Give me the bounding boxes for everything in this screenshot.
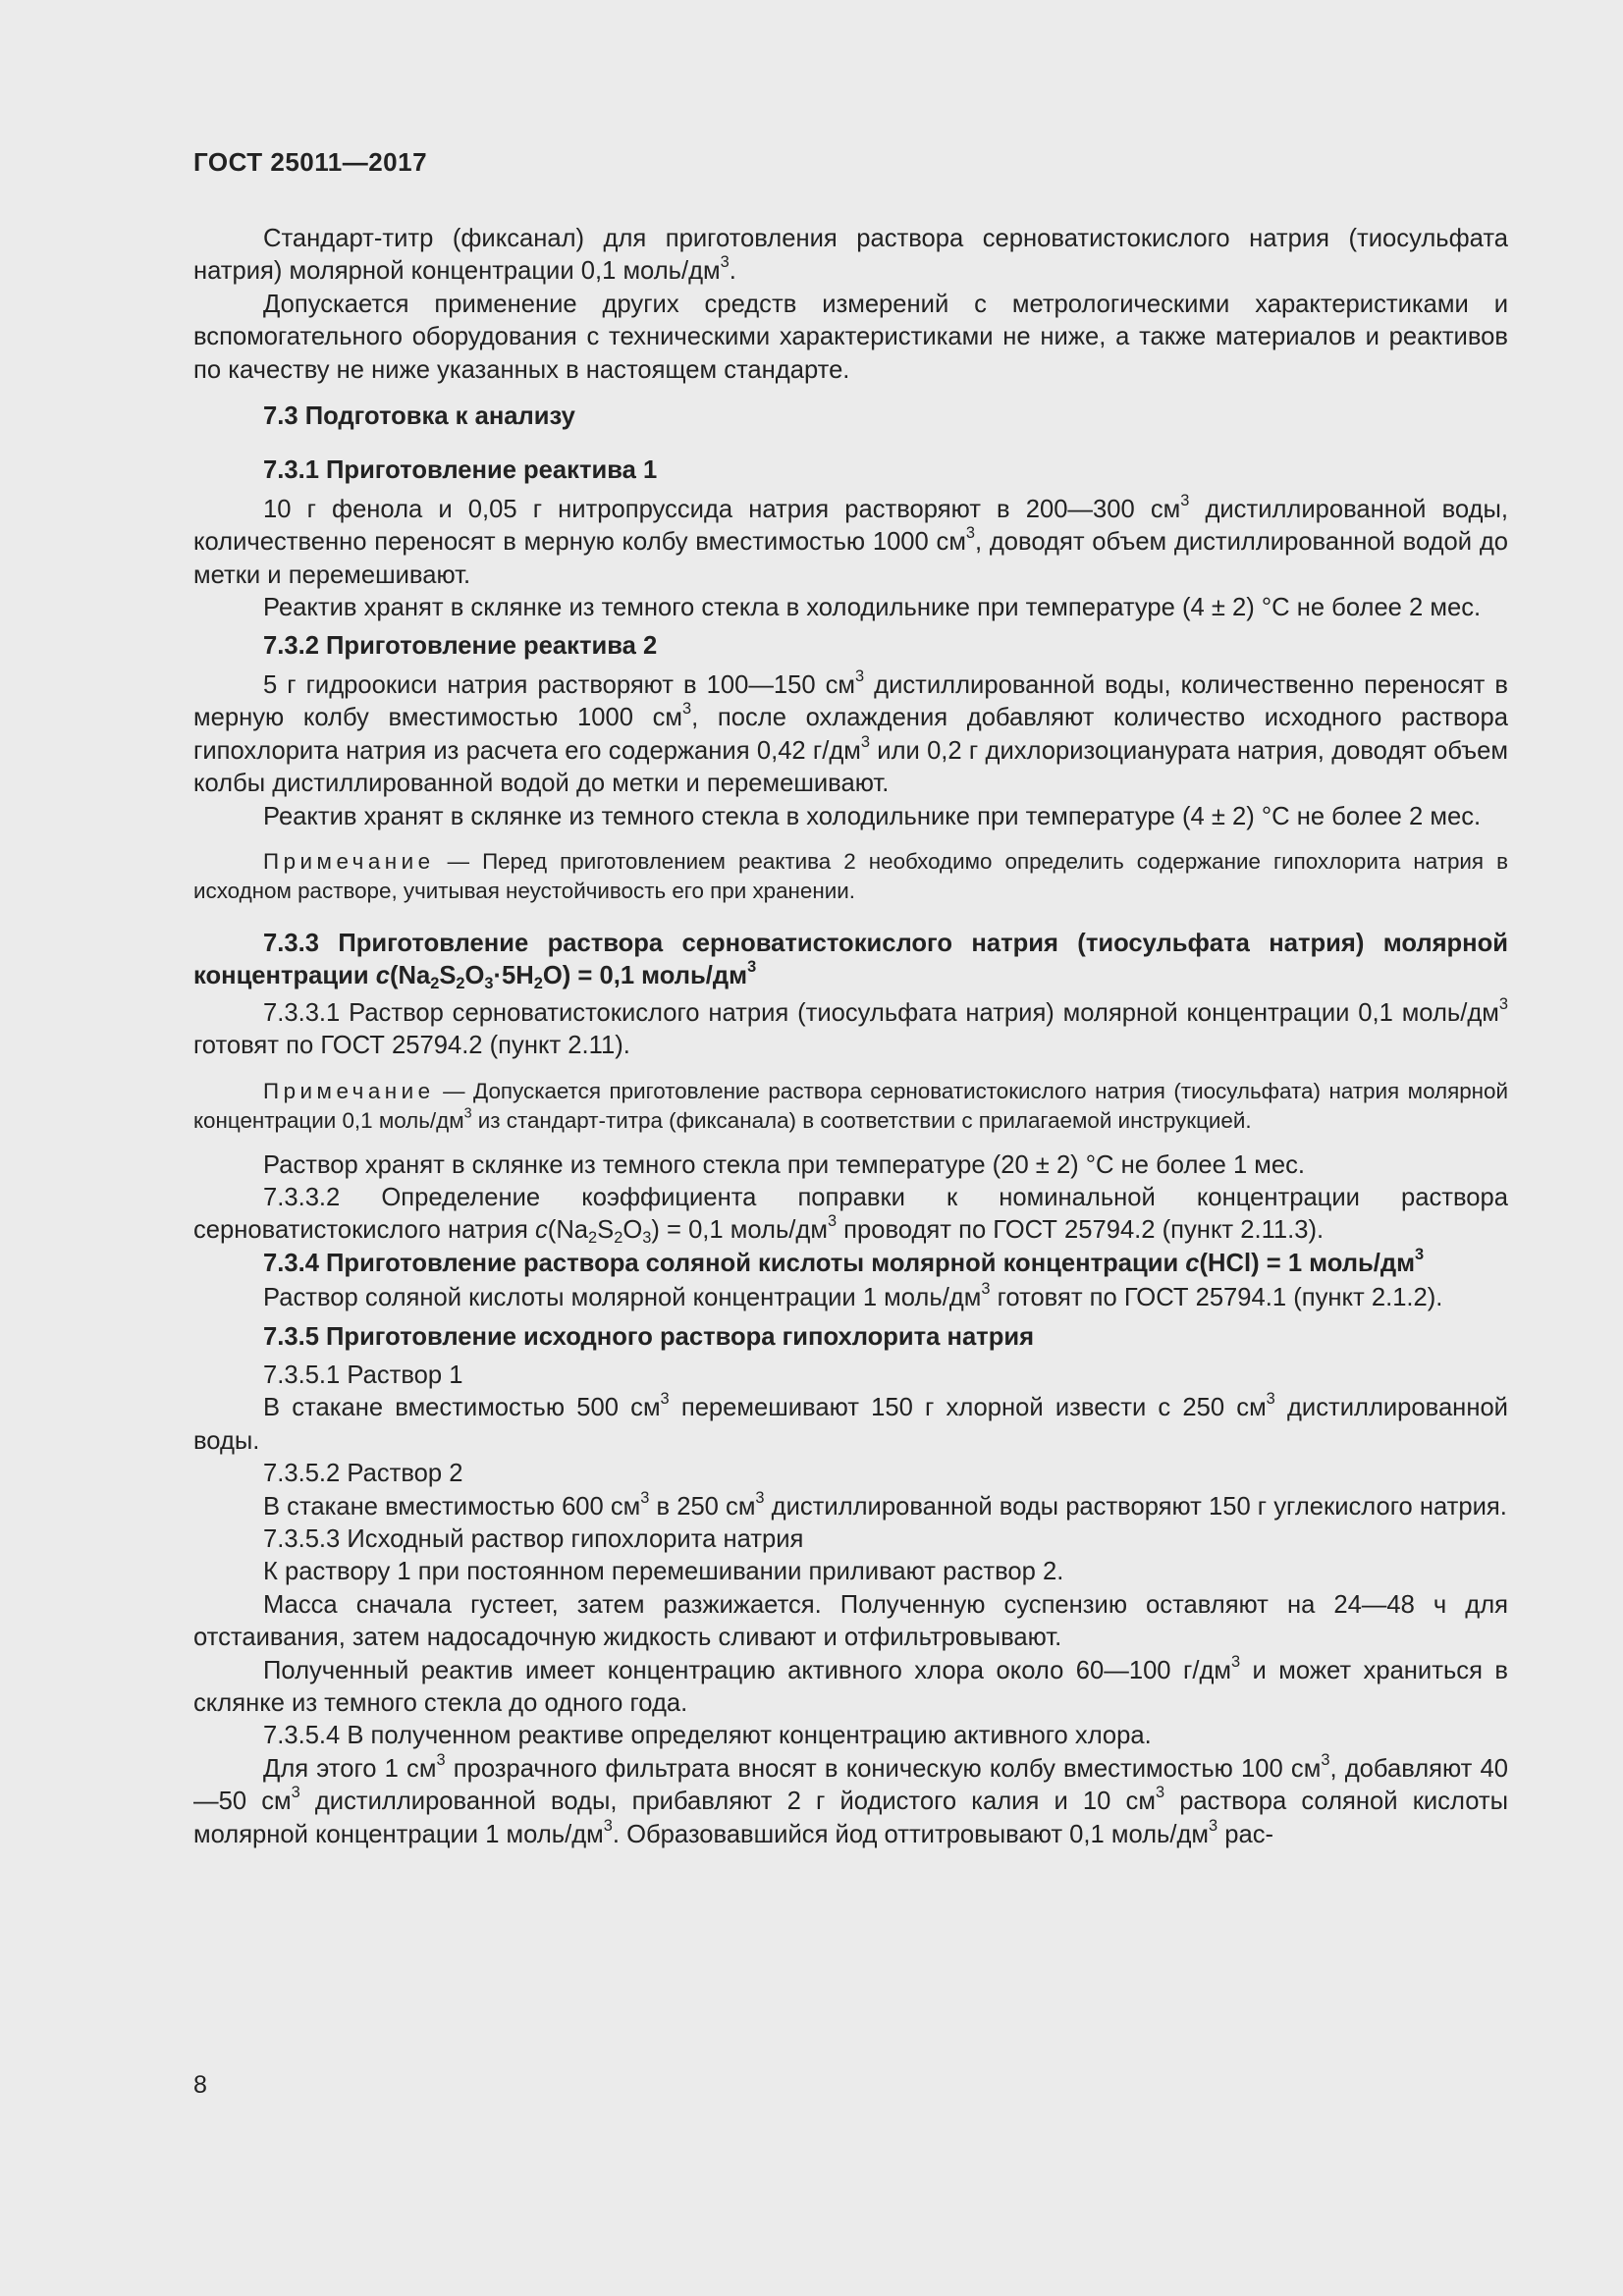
paragraph: 7.3.5.3 Исходный раствор гипохлорита натрия [263,1525,804,1553]
paragraph: Реактив хранят в склянке из темного стекла в холодильнике при температуре (4 ± 2) °С не более 2 мес. [263,802,1482,830]
section-heading: 7.3.4 Приготовление раствора соляной кислоты молярной концентрации c(HCl) = 1 моль/$дм^3$ [263,1245,1425,1277]
paragraph: В стакане вместимостью 500 $см^3$ перемешивают 150 г хлорной извести с 250 $см^3$ дистиллированной воды. [193,1390,1508,1455]
paragraph: 7.3.3.1 Раствор серноватистокислого натрия (тиосульфата натрия) молярной концентрации 0,1 моль/$дм^3$ готовят по ГОСТ 25794.2 (пункт 2.11). [193,994,1508,1060]
paragraph: 7.3.5.4 В полученном реактиве определяют концентрацию активного хлора. [263,1722,1152,1750]
paragraph: 7.3.5.2 Раствор 2 [263,1460,463,1488]
document-header: ГОСТ 25011—2017 [193,147,428,177]
paragraph: Стандарт-титр (фиксанал) для приготовления раствора серноватистокислого натрия (тиосульфата натрия) молярной концентрации 0,1 моль/$дм^3$. [193,225,1508,286]
document-body [193,223,1508,1851]
paragraph: 5 г гидроокиси натрия растворяют в 100—150 $см^3$ дистиллированной воды, количественно переносят в мерную колбу вместимостью 1000 $см^3$, после охлаждения добавляют количество исходного раствора гипохлорита натрия из расчета его содержания 0,42 $г/дм^3$ или 0,2 г дихлоризоцианурата натрия, доводят объем колбы дистиллированной водой до метки и перемешивают. [193,667,1509,798]
paragraph: Полученный реактив имеет концентрацию активного хлора около 60—100 $г/дм^3$ и может храниться в склянке из темного стекла до одного года. [193,1652,1508,1718]
section-heading: 7.3.2 Приготовление реактива 2 [263,632,658,661]
paragraph: К раствору 1 при постоянном перемешивании приливают раствор 2. [263,1558,1064,1586]
page-number: 8 [193,2071,207,2099]
note: Примечание — Перед приготовлением реактива 2 необходимо определить содержание гипохлорита натрия в исходном растворе, учитывая неустойчивость его при хранении. [193,848,1508,903]
paragraph: 7.3.3.2 Определение коэффициента поправки к номинальной концентрации раствора серноватистокислого натрия $c(Na_2S_2O_3) = 0,1$ моль/$дм^3$ проводят по ГОСТ 25794.2 (пункт 2.11.3). [193,1183,1508,1248]
paragraph: Масса сначала густеет, затем разжижается. Полученную суспензию оставляют на 24—48 ч для отстаивания, затем надосадочную жидкость сливают и отфильтровывают. [193,1590,1508,1652]
paragraph: Для этого 1 $см^3$ прозрачного фильтрата вносят в коническую колбу вместимостью 100 $см^3$, добавляют 40—50 $см^3$ дистиллированной воды, прибавляют 2 г йодистого калия и 10 $см^3$ раствора соляной кислоты молярной концентрации 1 моль/$дм^3$. Образовавшийся йод оттитровывают 0,1 моль/$дм^3$ рас- [193,1751,1509,1848]
section-heading: 7.3 Подготовка к анализу [263,402,575,431]
paragraph: 10 г фенола и 0,05 г нитропруссида натрия растворяют в 200—300 $см^3$ дистиллированной воды, количественно переносят в мерную колбу вместимостью 1000 $см^3$, доводят объем дистиллированной водой до метки и перемешивают. [193,492,1508,589]
section-heading: 7.3.1 Приготовление реактива 1 [263,456,658,485]
paragraph: В стакане вместимостью 600 $см^3$ в 250 $см^3$ дистиллированной воды растворяют 150 г углекислого натрия. [263,1488,1507,1521]
paragraph: Допускается применение других средств измерений с метрологическими характеристиками и вспомогательного оборудования с техническими характеристиками не ниже, а также материалов и реактивов по качеству не ниже указанных в настоящем стандарте. [193,290,1508,384]
section-heading: 7.3.5 Приготовление исходного раствора гипохлорита натрия [263,1322,1035,1351]
paragraph: Реактив хранят в склянке из темного стекла в холодильнике при температуре (4 ± 2) °С не более 2 мес. [263,594,1482,622]
note: Примечание — Допускается приготовление раствора серноватистокислого натрия (тиосульфата) натрия молярной концентрации 0,1 моль/$дм^3$ из стандарт-титра (фиксанала) в соответствии с прилагаемой инструкцией. [193,1078,1508,1133]
paragraph: 7.3.5.1 Раствор 1 [263,1361,463,1389]
section-heading: 7.3.3 Приготовление раствора серноватистокислого натрия (тиосульфата натрия) молярной концентрации $c(Na_2S_2O_3\cdot 5H_2O) = 0,1$ моль/$дм^3$ [193,929,1508,993]
paragraph: Раствор хранят в склянке из темного стекла при температуре (20 ± 2) °С не более 1 мес. [263,1150,1306,1179]
paragraph: Раствор соляной кислоты молярной концентрации 1 моль/$дм^3$ готовят по ГОСТ 25794.1 (пункт 2.1.2). [263,1280,1443,1312]
